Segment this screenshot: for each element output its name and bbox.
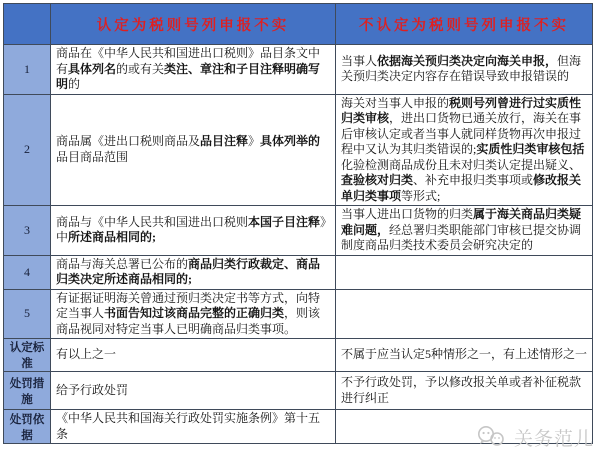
- body-text: 商品与海关总署已公布的: [56, 256, 189, 271]
- table-row: [4, 94, 593, 206]
- body-text: 但海关预归类决定内容存在错误导致申报错误的: [341, 53, 582, 84]
- recognized-cell: [51, 339, 336, 372]
- recognized-cell: [51, 94, 336, 206]
- row-label-cell: 认定标准: [4, 339, 51, 372]
- body-text: 商品属《进出口税则商品及: [56, 134, 201, 149]
- body-text: 》中: [56, 214, 327, 245]
- body-text: 的或有关: [116, 61, 165, 76]
- row-label-cell: 5: [4, 289, 51, 339]
- emphasis-text: 查验核对归类: [341, 173, 414, 187]
- body-text: 当事人: [341, 53, 378, 68]
- recognized-cell: [51, 206, 336, 256]
- body-text: ，进出口货物已通关放行，海关在事后审核认定或者当事人就同样货物再次申报过程中又认为其归类错误的;: [341, 111, 582, 156]
- wechat-logo-icon: [475, 424, 509, 450]
- header-not-recognized-cell: 不认定为税则号列申报不实: [336, 4, 593, 45]
- header-recognized-cell: 认定为税则号列申报不实: [51, 4, 336, 45]
- body-text: 、补充申报归类事项或: [413, 173, 534, 187]
- emphasis-text: 类注、章注和子目注释明确写明: [56, 61, 321, 91]
- emphasis-text: 属于海关商品归类疑难问题，: [341, 207, 582, 237]
- watermark-text: 关务范儿: [513, 428, 594, 450]
- not-recognized-cell: [336, 255, 593, 289]
- row-label-cell: 处罚措施: [4, 372, 51, 410]
- table-row: [4, 206, 593, 256]
- body-text: 当事人进出口货物的归类: [341, 207, 474, 221]
- table-row: [4, 372, 593, 410]
- tariff-declaration-table: [3, 3, 593, 444]
- body-text: 有证据证明海关曾通过预归类决定书等方式，向特定当事人: [56, 290, 321, 320]
- row-label-cell: 4: [4, 255, 51, 289]
- emphasis-text: 所述商品相同的;: [68, 230, 157, 245]
- not-recognized-cell: [336, 94, 593, 206]
- body-text: 有以上之一: [56, 347, 117, 362]
- row-label-cell: 3: [4, 206, 51, 256]
- body-text: 商品与《中华人民共和国进出口税则: [56, 214, 249, 229]
- emphasis-text: 书面告知过该商品完整的正确归类: [104, 306, 285, 320]
- emphasis-text: 商品归类行政裁定、商品归类决定所述商品相同的;: [56, 256, 321, 286]
- body-text: 等形式;: [401, 188, 441, 203]
- emphasis-text: 实质性归类审核包括: [476, 142, 585, 156]
- table-row: [4, 45, 593, 95]
- recognized-cell: [51, 255, 336, 289]
- not-recognized-cell: [336, 289, 593, 339]
- row-label-cell: 1: [4, 45, 51, 95]
- not-recognized-cell: [336, 206, 593, 256]
- body-text: 海关对当事人申报的: [341, 95, 450, 110]
- recognized-cell: [51, 372, 336, 410]
- body-text: ，则该商品视同对特定当事人已明确商品归类事项。: [56, 306, 321, 336]
- body-text: 商品在《中华人民共和国进出口税则》品目条文中有: [56, 46, 321, 76]
- row-label-cell: 2: [4, 94, 51, 206]
- emphasis-text: 依据海关预归类决定向海关申报，: [377, 53, 558, 68]
- recognized-cell: [51, 45, 336, 95]
- emphasis-text: 具体列举的: [260, 134, 321, 149]
- not-recognized-cell: [336, 372, 593, 410]
- not-recognized-cell: [336, 339, 593, 372]
- body-text: 的: [68, 77, 81, 91]
- table-row: [4, 255, 593, 289]
- body-text: 品目商品范围: [56, 149, 129, 164]
- header-corner-cell: [4, 4, 51, 45]
- emphasis-text: 修改报关单归类事项: [341, 173, 582, 203]
- recognized-cell: [51, 410, 336, 444]
- table-row: [4, 339, 593, 372]
- body-text: 》: [248, 134, 261, 149]
- not-recognized-cell: [336, 45, 593, 95]
- body-text: 《中华人民共和国海关行政处罚实施条例》第十五条: [56, 411, 321, 441]
- emphasis-text: 本国子目注释: [248, 214, 321, 229]
- body-text: 给予行政处罚: [56, 382, 129, 397]
- header-row: [4, 4, 593, 45]
- recognized-cell: [51, 289, 336, 339]
- row-label-cell: 处罚依据: [4, 410, 51, 444]
- watermark: [475, 423, 594, 451]
- emphasis-text: 税则号列曾进行过实质性归类审核: [341, 95, 582, 125]
- body-text: 不予行政处罚，予以修改报关单或者补征税款进行纠正: [341, 375, 582, 405]
- body-text: 经总署归类职能部门审核已提交协调制度商品归类技术委员会研究决定的: [341, 222, 582, 252]
- table-row: [4, 289, 593, 339]
- emphasis-text: 品目注释: [200, 134, 249, 149]
- emphasis-text: 具体列名: [68, 61, 117, 76]
- body-text: 化验检测商品成份且未对归类认定提出疑义、: [341, 157, 582, 172]
- body-text: 不属于应当认定5种情形之一，有上述情形之一: [341, 347, 588, 362]
